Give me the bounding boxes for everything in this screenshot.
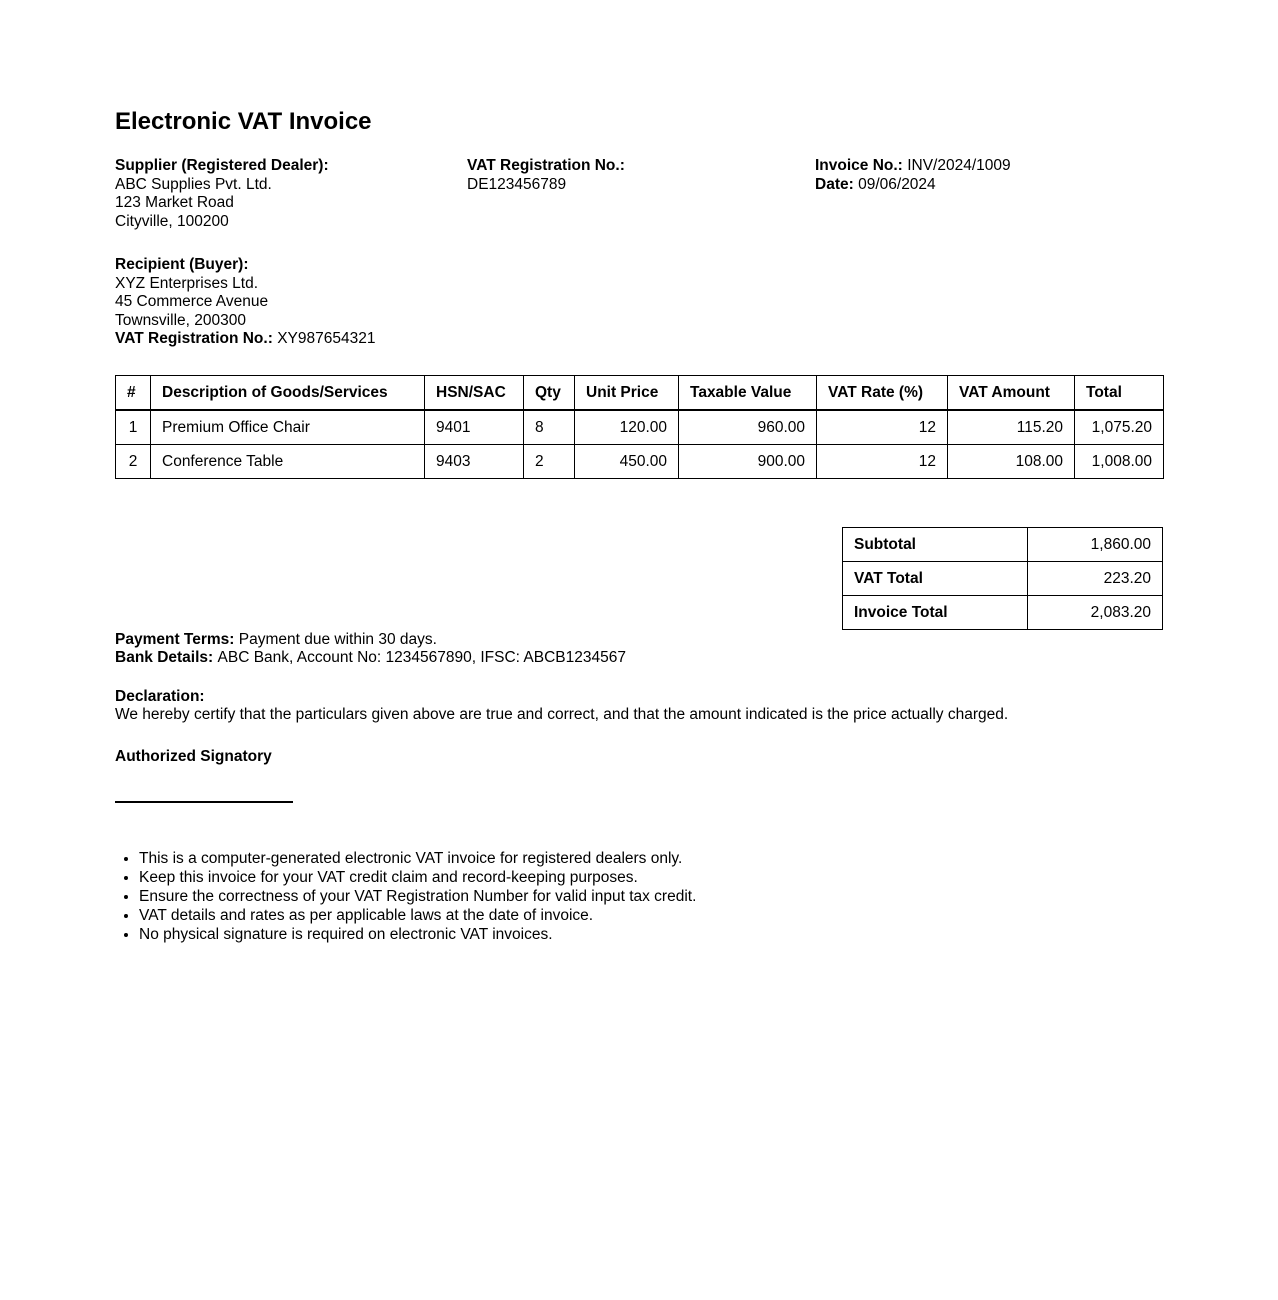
item-qty: 8 xyxy=(524,410,575,445)
item-description: Conference Table xyxy=(151,444,425,478)
supplier-name: ABC Supplies Pvt. Ltd. xyxy=(115,175,272,193)
payment-terms-text: Payment due within 30 days. xyxy=(238,630,437,648)
footnotes-list xyxy=(115,849,1163,944)
declaration-label: Declaration: xyxy=(115,687,205,705)
vat-registration-value: DE123456789 xyxy=(467,175,567,193)
items-table xyxy=(115,375,1164,479)
item-index: 2 xyxy=(116,444,151,478)
item-hsn-sac: 9403 xyxy=(425,444,524,478)
recipient-section xyxy=(115,256,1163,349)
vat-total-value: 223.20 xyxy=(1028,561,1163,595)
invoice-date-value: 09/06/2024 xyxy=(858,175,936,193)
vat-registration-label: VAT Registration No.: xyxy=(467,157,625,174)
header-cell-index: # xyxy=(116,375,151,410)
invoice-total-label: Invoice Total xyxy=(843,595,1028,629)
footnote-item: • VAT details and rates as per applicable laws at the date of invoice. xyxy=(139,906,1163,925)
payment-terms-label: Payment Terms: xyxy=(115,630,235,648)
subtotal-label: Subtotal xyxy=(843,527,1028,561)
item-qty: 2 xyxy=(524,444,575,478)
item-unit-price: 450.00 xyxy=(575,444,679,478)
item-vat-amount: 115.20 xyxy=(948,410,1075,445)
item-total: 1,008.00 xyxy=(1075,444,1164,478)
payment-terms-line xyxy=(115,631,1163,650)
header-cell-total: Total xyxy=(1075,375,1164,410)
recipient-name: XYZ Enterprises Ltd. xyxy=(115,274,259,292)
invoice-number-line xyxy=(815,157,1163,176)
declaration-section xyxy=(115,688,1163,725)
recipient-address-line-1: 45 Commerce Avenue xyxy=(115,293,269,310)
items-table-header-row xyxy=(116,375,1164,410)
item-total: 1,075.20 xyxy=(1075,410,1164,445)
totals-table xyxy=(842,527,1163,630)
footnote-item: • This is a computer-generated electronic VAT invoice for registered dealers only. xyxy=(139,849,1163,868)
header-cell-qty: Qty xyxy=(524,375,575,410)
invoice-date-line xyxy=(815,176,1163,195)
invoice-number-label: Invoice No.: xyxy=(815,157,903,174)
invoice-number-value: INV/2024/1009 xyxy=(907,157,1011,174)
item-taxable-value: 900.00 xyxy=(679,444,817,478)
vat-registration-section xyxy=(467,157,815,231)
authorized-signatory-section xyxy=(115,748,1163,767)
item-vat-rate: 12 xyxy=(817,410,948,445)
subtotal-value: 1,860.00 xyxy=(1028,527,1163,561)
recipient-address-line-2: Townsville, 200300 xyxy=(115,311,246,329)
recipient-vat-label: VAT Registration No.: xyxy=(115,330,273,347)
bank-details-label: Bank Details: xyxy=(115,649,214,666)
header-cell-description: Description of Goods/Services xyxy=(151,375,425,410)
recipient-vat-line xyxy=(115,330,1163,349)
authorized-signatory-label: Authorized Signatory xyxy=(115,747,272,765)
page-title: Electronic VAT Invoice xyxy=(115,108,372,135)
recipient-label: Recipient (Buyer): xyxy=(115,256,249,273)
invoice-header xyxy=(115,157,1163,231)
item-vat-rate: 12 xyxy=(817,444,948,478)
supplier-address-line-1: 123 Market Road xyxy=(115,194,234,211)
bank-details-text: ABC Bank, Account No: 1234567890, IFSC: ABCB1234567 xyxy=(217,649,626,666)
item-unit-price: 120.00 xyxy=(575,410,679,445)
header-cell-taxable-value: Taxable Value xyxy=(679,375,817,410)
subtotal-row xyxy=(843,527,1163,561)
invoice-date-label: Date: xyxy=(815,175,854,193)
item-taxable-value: 960.00 xyxy=(679,410,817,445)
recipient-vat-value: XY987654321 xyxy=(277,330,376,347)
header-cell-unit-price: Unit Price xyxy=(575,375,679,410)
footnote-item: • Keep this invoice for your VAT credit claim and record-keeping purposes. xyxy=(139,868,1163,887)
invoice-total-row xyxy=(843,595,1163,629)
vat-total-label: VAT Total xyxy=(843,561,1028,595)
item-hsn-sac: 9401 xyxy=(425,410,524,445)
payment-section xyxy=(115,631,1163,668)
item-vat-amount: 108.00 xyxy=(948,444,1075,478)
item-description: Premium Office Chair xyxy=(151,410,425,445)
declaration-text: We hereby certify that the particulars given above are true and correct, and that the amount indicated is the price actually charged. xyxy=(115,706,1009,723)
invoice-total-value: 2,083.20 xyxy=(1028,595,1163,629)
header-cell-vat-amount: VAT Amount xyxy=(948,375,1075,410)
vat-total-row xyxy=(843,561,1163,595)
footnote-item: • Ensure the correctness of your VAT Registration Number for valid input tax credit. xyxy=(139,887,1163,906)
item-row-2 xyxy=(116,444,1164,478)
item-index: 1 xyxy=(116,410,151,445)
header-cell-hsn-sac: HSN/SAC xyxy=(425,375,524,410)
item-row-1 xyxy=(116,410,1164,445)
supplier-label: Supplier (Registered Dealer): xyxy=(115,157,329,174)
supplier-address-line-2: Cityville, 100200 xyxy=(115,212,229,230)
bank-details-line xyxy=(115,649,1163,668)
header-cell-vat-rate: VAT Rate (%) xyxy=(817,375,948,410)
signature-line xyxy=(115,801,293,803)
invoice-meta-section xyxy=(815,157,1163,231)
footnote-item: • No physical signature is required on electronic VAT invoices. xyxy=(139,925,1163,944)
supplier-section xyxy=(115,157,467,231)
